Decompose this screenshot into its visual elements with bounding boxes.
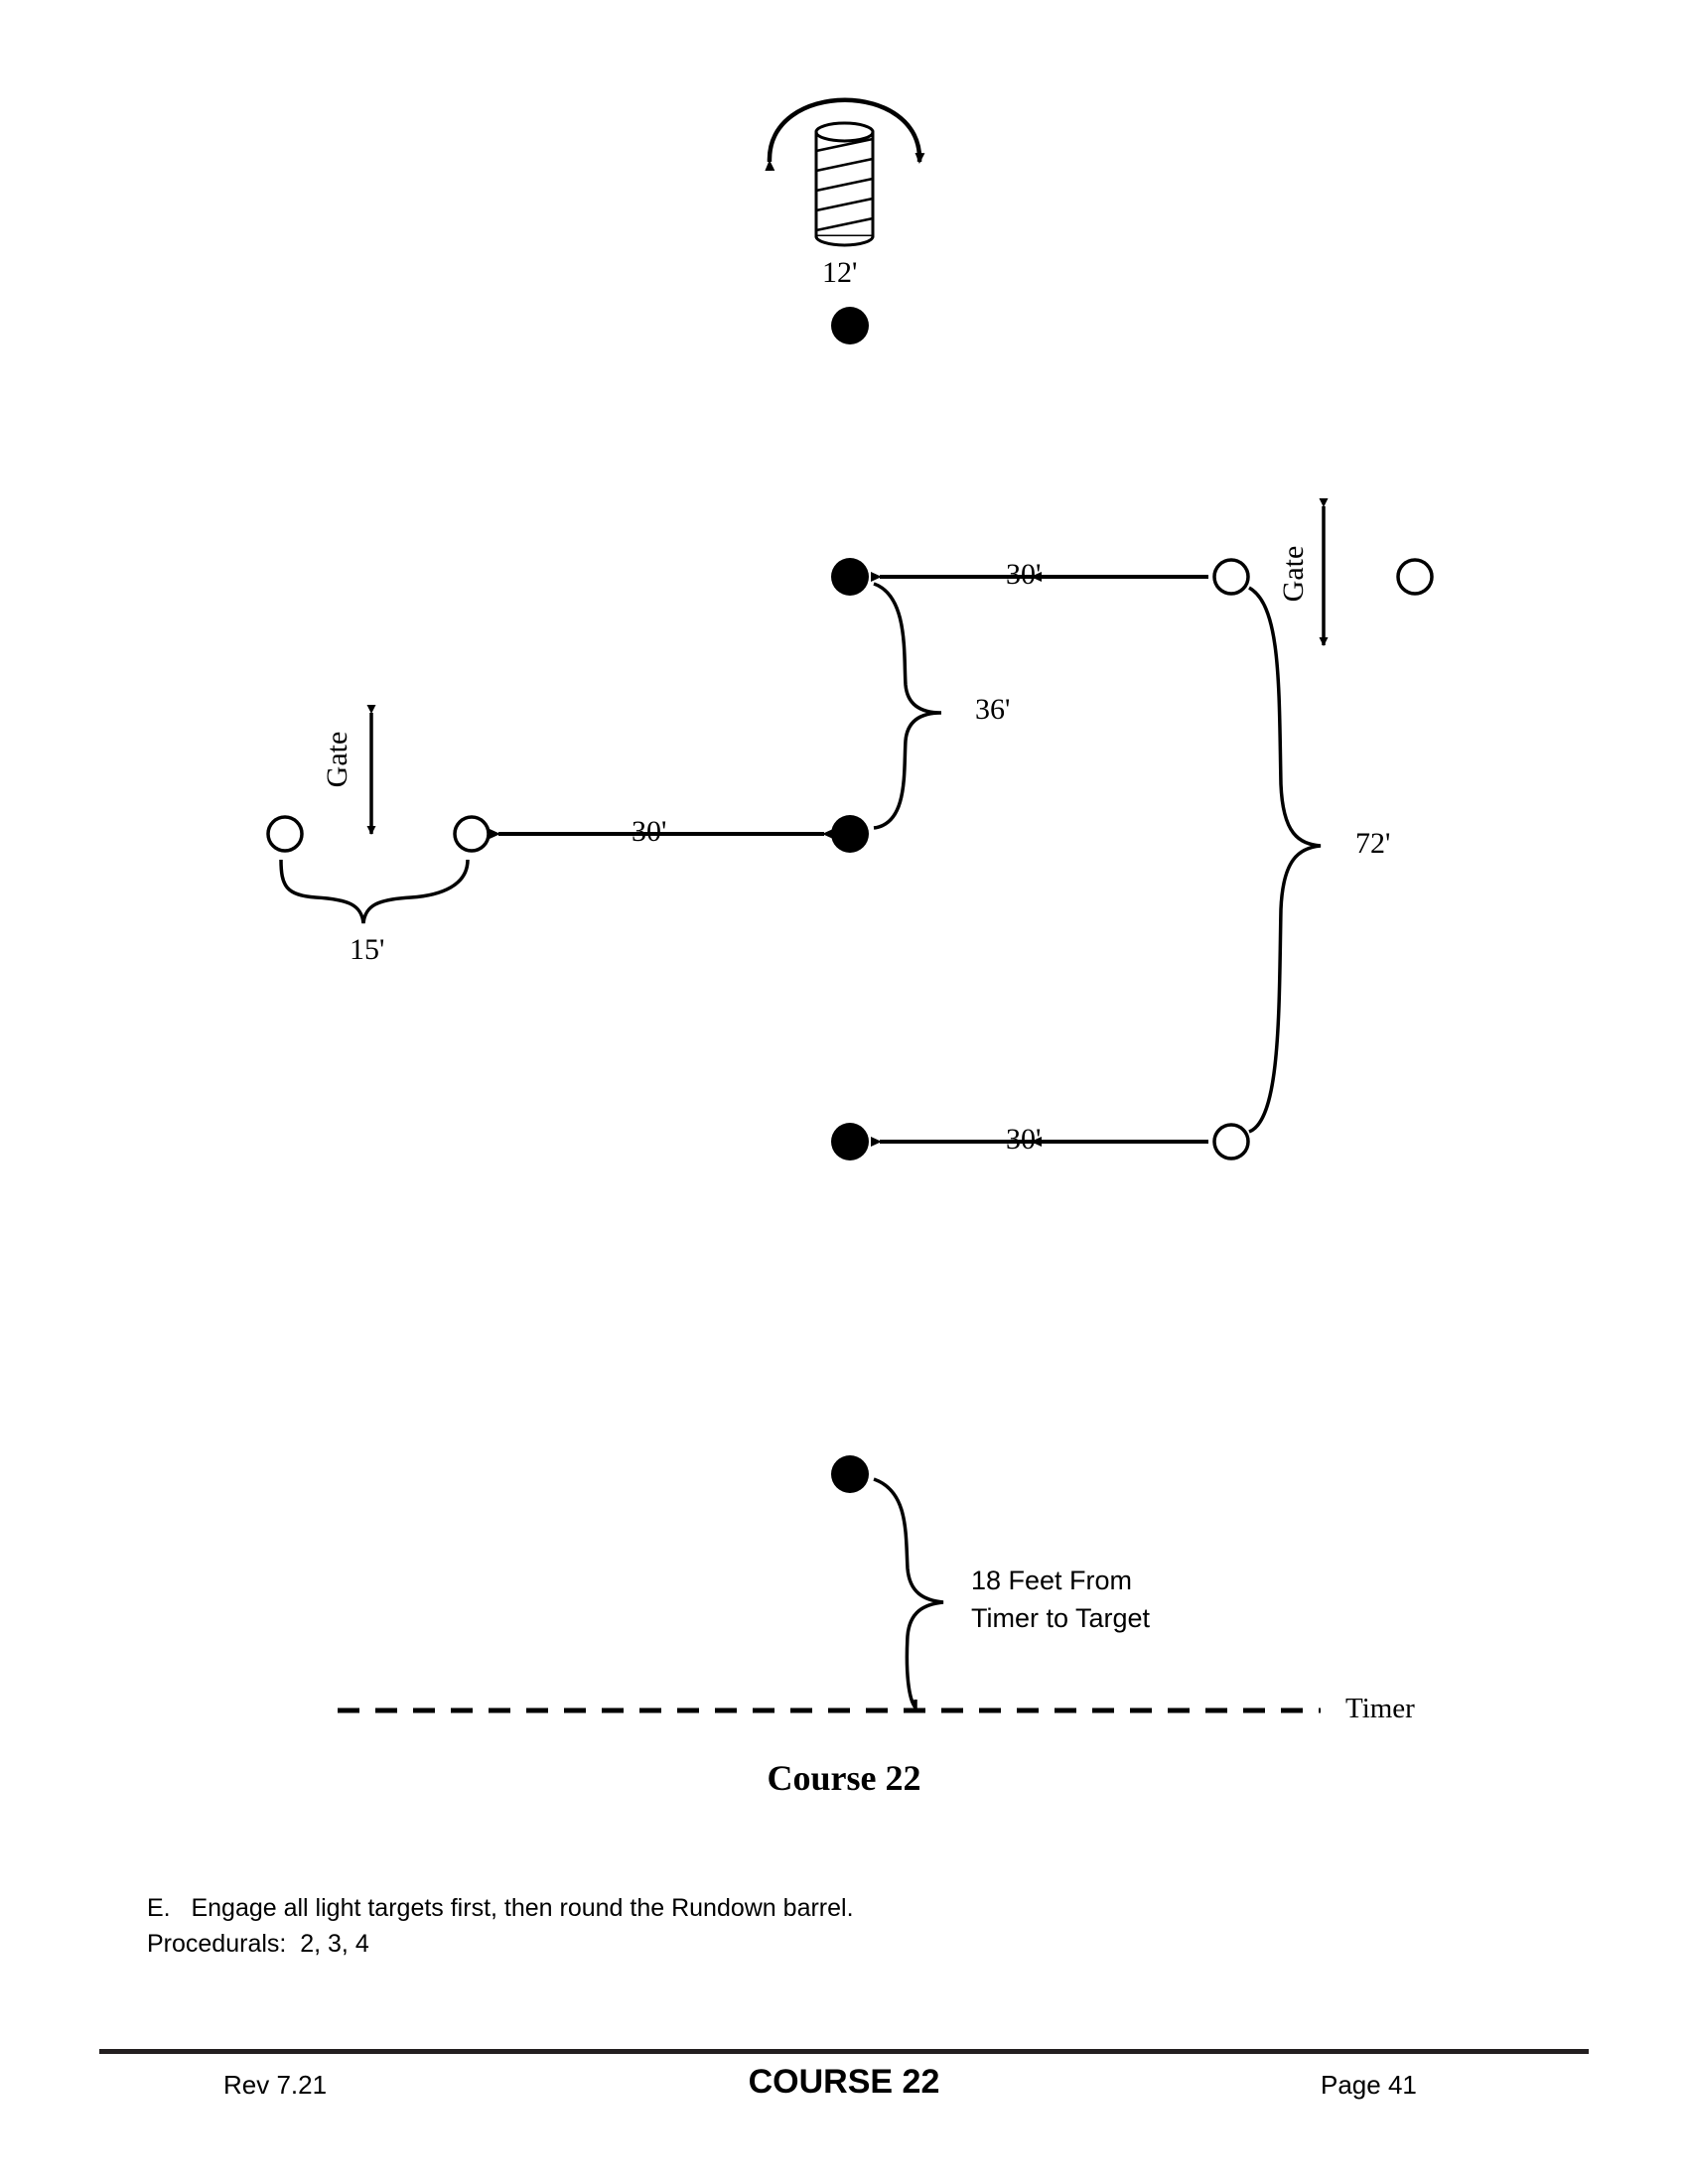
dark-target (831, 815, 869, 853)
gate-label-left: Gate (321, 731, 353, 788)
brace-timer (874, 1479, 943, 1710)
light-target (268, 817, 302, 851)
brace-36 (874, 584, 941, 828)
barrel-dimension-label: 12' (822, 256, 858, 289)
rundown-barrel-icon (816, 123, 873, 245)
dimension-label-15: 15' (350, 933, 385, 966)
light-target (1398, 560, 1432, 594)
instruction-line-2: Procedurals: 2, 3, 4 (147, 1930, 369, 1958)
timer-line-label: Timer (1345, 1693, 1415, 1724)
brace-15 (281, 860, 468, 923)
timer-distance-note-line2: Timer to Target (971, 1603, 1151, 1633)
dark-target (831, 1455, 869, 1493)
dimension-label-30-top: 30' (1006, 558, 1042, 591)
light-target (1214, 1125, 1248, 1159)
dimension-label-30-bottom: 30' (1006, 1123, 1042, 1156)
dimension-label-36: 36' (975, 693, 1011, 726)
footer-page-number: Page 41 (1321, 2070, 1417, 2100)
gate-label-right: Gate (1277, 545, 1310, 603)
footer-revision: Rev 7.21 (223, 2070, 328, 2100)
timer-distance-note-line1: 18 Feet From (971, 1566, 1133, 1595)
course-title: Course 22 (767, 1758, 921, 1798)
dimension-label-30-middle: 30' (632, 815, 667, 848)
footer-course-name: COURSE 22 (748, 2063, 940, 2101)
instruction-line-1: E. Engage all light targets first, then round the Rundown barrel. (147, 1894, 854, 1922)
dark-target (831, 558, 869, 596)
dimension-label-72: 72' (1355, 827, 1391, 860)
dark-target (831, 1123, 869, 1160)
footer-divider (99, 2049, 1589, 2054)
dark-target (831, 307, 869, 344)
brace-72 (1249, 588, 1321, 1132)
light-target (455, 817, 489, 851)
light-target (1214, 560, 1248, 594)
